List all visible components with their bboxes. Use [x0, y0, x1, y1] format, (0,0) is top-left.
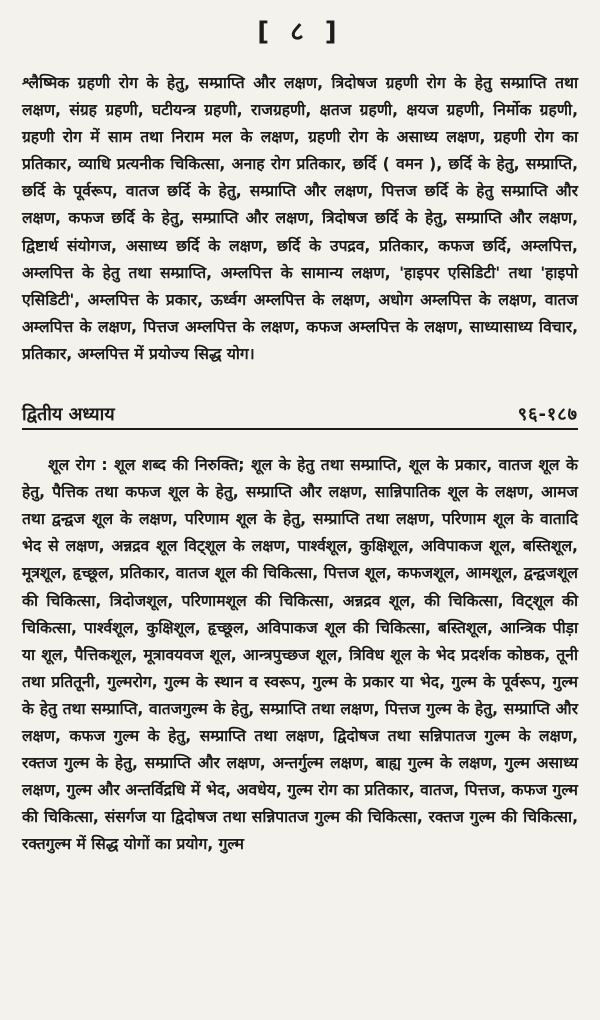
intro-paragraph: श्लैष्मिक ग्रहणी रोग के हेतु, सम्प्राप्ति और लक्षण, त्रिदोषज ग्रहणी रोग के हेतु सम्प्राप्ति तथा लक्षण, संग्रह ग्रहणी, घटीयन्त्र ग्रहणी, राजग्रहणी, क्षतज ग्रहणी, क्षयज ग्रहणी, निर्मोक ग्रहणी, ग्रहणी रोग में साम तथा निराम मल के लक्षण, ग्रहणी रोग के असाध्य लक्षण, ग्रहणी रोग का प्रतिकार, व्याधि प्रत्यनीक चिकित्सा, अनाह रोग प्रतिकार, छर्दि ( वमन ), छर्दि के हेतु, सम्प्राप्ति, छर्दि के पूर्वरूप, वातज छर्दि के हेतु, सम्प्राप्ति और लक्षण, पित्तज छर्दि के हेतु सम्प्राप्ति और लक्षण, कफज छर्दि के हेतु, सम्प्राप्ति और लक्षण, त्रिदोषज छर्दि के हेतु, सम्प्राप्ति और लक्षण, द्विष्टार्थ संयोगज, असाध्य छर्दि के लक्षण, छर्दि के उपद्रव, प्रतिकार, कफज छर्दि, अम्लपित्त, अम्लपित्त के हेतु तथा सम्प्राप्ति, अम्लपित्त के सामान्य लक्षण, 'हाइपर एसिडिटी' तथा 'हाइपो एसिडिटी', अम्लपित्त के प्रकार, ऊर्ध्वग अम्लपित्त के लक्षण, अधोग अम्लपित्त के लक्षण, वातज अम्लपित्त के लक्षण, पित्तज अम्लपित्त के लक्षण, कफज अम्लपित्त के लक्षण, साध्यासाध्य विचार, प्रतिकार, अम्लपित्त में प्रयोज्य सिद्ध योग।	[22, 74, 578, 363]
page-number: [ ८ ]	[257, 17, 343, 47]
chapter-title: द्वितीय अध्याय	[22, 404, 115, 426]
chapter-page-range: ९६-१८७	[517, 404, 578, 426]
chapter-paragraph: शूल रोग : शूल शब्द की निरुक्ति; शूल के हेतु तथा सम्प्राप्ति, शूल के प्रकार, वातज शूल के हेतु, पैत्तिक तथा कफज शूल के हेतु, सम्प्राप्ति और लक्षण, सान्निपातिक शूल के लक्षण, आमज तथा द्वन्द्वज शूल के लक्षण, परिणाम शूल के हेतु, सम्प्राप्ति तथा लक्षण, परिणाम शूल के वातादि भेद से लक्षण, अन्नद्रव शूल विट्शूल के लक्षण, पार्श्वशूल, कुक्षिशूल, अविपाकज शूल, बस्तिशूल, मूत्रशूल, हृच्छूल, प्रतिकार, वातज शूल की चिकित्सा, पित्तज शूल, कफजशूल, आमशूल, द्वन्द्वजशूल की चिकित्सा, त्रिदोजशूल, परिणामशूल की चिकित्सा, अन्नद्रव शूल, की चिकित्सा, विट्शूल की चिकित्सा, पार्श्वशूल, कुक्षिशूल, हृच्छूल, अविपाकज शूल की चिकित्सा, बस्तिशूल, आन्त्रिक पीड़ा या शूल, पैत्तिकशूल, मूत्रावयवज शूल, आन्त्रपुच्छज शूल, त्रिविध शूल के भेद प्रदर्शक कोष्ठक, तूनी तथा प्रतितूनी, गुल्मरोग, गुल्म के स्थान व स्वरूप, गुल्म के प्रकार या भेद, गुल्म के पूर्वरूप, गुल्म के हेतु तथा सम्प्राप्ति, वातजगुल्म के हेतु, सम्प्राप्ति तथा लक्षण, पित्तज गुल्म के हेतु, सम्प्राप्ति और लक्षण, कफज गुल्म के हेतु, सम्प्राप्ति तथा लक्षण, द्विदोषज तथा सन्निपातज गुल्म के लक्षण, रक्तज गुल्म के हेतु, सम्प्राप्ति और लक्षण, अन्तर्गुल्म लक्षण, बाह्य गुल्म के लक्षण, गुल्म असाध्य लक्षण, गुल्म और अन्तर्विद्रधि में भेद, अवधेय, गुल्म रोग का प्रतिकार, वातज, पित्तज, कफज गुल्म की चिकित्सा, संसर्गज या द्विदोषज तथा सन्निपातज गुल्म की चिकित्सा, रक्तज गुल्म की चिकित्सा, रक्तगुल्म में सिद्ध योगों का प्रयोग, गुल्म	[22, 456, 578, 854]
chapter-heading	[22, 390, 578, 430]
